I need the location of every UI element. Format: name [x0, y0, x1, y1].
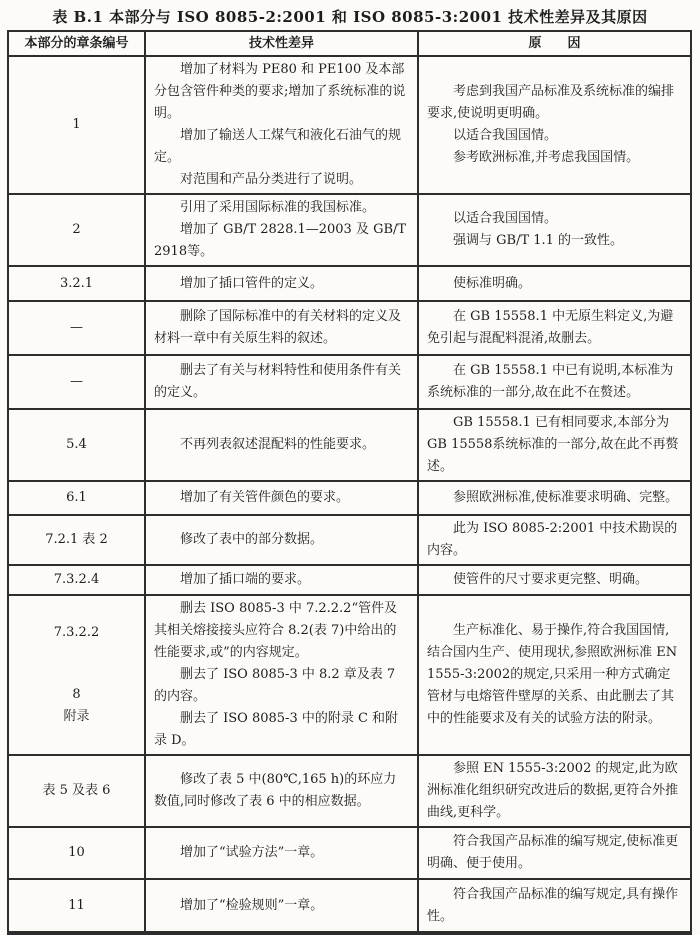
reason-paragraph: 在 GB 15558.1 中无原生料定义,为避免引起与混配料混淆,故删去。 — [427, 309, 674, 346]
table-title: 表 B.1 本部分与 ISO 8085-2:2001 和 ISO 8085-3:2001 技术性差异及其原因 — [52, 8, 648, 26]
header-clause-number: 本部分的章条编号 — [9, 32, 146, 55]
clause-number: 10 — [68, 845, 85, 860]
clause-number: 1 — [72, 117, 81, 132]
table-row — [9, 516, 690, 566]
reason-cell — [419, 57, 690, 193]
table-row — [9, 596, 690, 756]
clause-number: 附录 — [63, 709, 90, 724]
reason-paragraph: GB 15558.1 已有相同要求,本部分为 GB 15558系统标准的一部分,故在此不再赘述。 — [427, 415, 679, 474]
difference-paragraph: 增加了有关管件颜色的要求。 — [180, 490, 350, 505]
clause-number: 7.3.2.4 — [53, 572, 100, 587]
technical-difference-cell — [146, 880, 419, 931]
reason-paragraph: 参照欧洲标准,使标准要求明确、完整。 — [453, 490, 679, 505]
reason-paragraph: 符合我国产品标准的编写规定,具有操作性。 — [427, 886, 679, 924]
clause-cell — [9, 356, 146, 408]
table-body — [9, 57, 690, 933]
clause-cell — [9, 57, 146, 193]
reason-cell — [419, 267, 690, 300]
reason-cell — [419, 516, 690, 564]
difference-paragraph: 修改了表 5 中(80℃,165 h)的环应力数值,同时修改了表 6 中的相应数据。 — [154, 772, 397, 809]
technical-difference-cell — [146, 267, 419, 300]
reason-paragraph: 参照 EN 1555-3:2002 的规定,此为欧洲标准化组织研究改进后的数据,更符合外推曲线,更科学。 — [427, 761, 679, 820]
table-row — [9, 482, 690, 516]
reason-paragraph: 使管件的尺寸要求更完整、明确。 — [453, 572, 649, 587]
table-row — [9, 302, 690, 356]
difference-paragraph: 删去了 ISO 8085-3 中 8.2 章及表 7 的内容。 — [154, 667, 396, 704]
reason-paragraph: 考虑到我国产品标准及系统标准的编排要求,使说明更明确。 — [427, 84, 675, 121]
difference-paragraph: 删除了国际标准中的有关材料的定义及材料一章中有关原生料的叙述。 — [154, 309, 402, 346]
reason-cell — [419, 596, 690, 754]
clause-cell — [9, 596, 146, 754]
clause-number: 表 5 及表 6 — [42, 783, 111, 798]
reason-cell — [419, 880, 690, 931]
clause-number: 7.3.2.2 — [53, 625, 100, 640]
difference-paragraph: 删去了 ISO 8085-3 中的附录 C 和附录 D。 — [154, 711, 399, 748]
reason-paragraph: 此为 ISO 8085-2:2001 中技术勘误的内容。 — [427, 521, 678, 558]
table-row — [9, 195, 690, 267]
reason-paragraph: 符合我国产品标准的编写规定,使标准更明确、便于使用。 — [427, 834, 679, 871]
clause-cell — [9, 482, 146, 514]
technical-difference-cell — [146, 57, 419, 193]
reason-cell — [419, 195, 690, 265]
clause-cell — [9, 880, 146, 931]
difference-paragraph: 增加了 GB/T 2828.1—2003 及 GB/T 2918等。 — [154, 222, 407, 259]
clause-cell — [9, 756, 146, 826]
reason-cell — [419, 566, 690, 594]
clause-number: 3.2.1 — [59, 275, 94, 291]
header-reason: 原 因 — [528, 35, 581, 51]
reason-cell — [419, 482, 690, 514]
technical-difference-cell — [146, 195, 419, 265]
clause-cell — [9, 267, 146, 300]
technical-difference-cell — [146, 356, 419, 408]
reason-paragraph: 参考欧洲标准,并考虑我国国情。 — [453, 150, 640, 165]
technical-difference-cell — [146, 482, 419, 514]
reason-cell — [419, 756, 690, 826]
header-technical-difference: 技术性差异 — [146, 32, 419, 55]
clause-number: 6.1 — [66, 490, 87, 505]
reason-cell — [419, 302, 690, 354]
difference-paragraph: 增加了输送人工煤气和液化石油气的规定。 — [154, 128, 402, 165]
clause-cell — [9, 566, 146, 594]
difference-paragraph: 修改了表中的部分数据。 — [180, 532, 324, 547]
difference-paragraph: 引用了采用国际标准的我国标准。 — [180, 200, 376, 215]
difference-paragraph: 不再列表叙述混配料的性能要求。 — [180, 437, 376, 452]
technical-difference-cell — [146, 410, 419, 480]
table-row — [9, 756, 690, 828]
clause-number: 8 — [72, 687, 81, 702]
technical-difference-cell — [146, 302, 419, 354]
clause-number: 2 — [72, 222, 81, 237]
table-header-row — [9, 32, 690, 57]
clause-number: 7.2.1 表 2 — [45, 532, 108, 547]
clause-number: 11 — [68, 897, 85, 913]
clause-number: — — [70, 374, 83, 389]
table-row — [9, 410, 690, 482]
reason-paragraph: 生产标准化、易于操作,符合我国国情,结合国内生产、使用现状,参照欧洲标准 EN 1555-3:2002的规定,只采用一种方式确定管材与电熔管件壁厚的关系、由此删去了其中的性能要求及有关的试验方法的附录。 — [427, 623, 678, 726]
difference-paragraph: 删去了有关与材料特性和使用条件有关的定义。 — [154, 363, 402, 400]
technical-difference-cell — [146, 516, 419, 564]
table-row — [9, 267, 690, 302]
technical-difference-cell — [146, 756, 419, 826]
clause-number: — — [70, 320, 83, 335]
table-row — [9, 828, 690, 880]
table-row — [9, 57, 690, 195]
clause-cell — [9, 410, 146, 480]
clause-cell — [9, 195, 146, 265]
difference-paragraph: 增加了“试验方法”一章。 — [180, 845, 324, 860]
clause-number: 5.4 — [66, 437, 87, 452]
difference-paragraph: 对范围和产品分类进行了说明。 — [180, 172, 363, 187]
clause-cell — [9, 302, 146, 354]
table-row — [9, 566, 690, 596]
reason-paragraph: 使标准明确。 — [453, 275, 532, 291]
reason-paragraph: 在 GB 15558.1 中已有说明,本标准为系统标准的一部分,故在此不在赘述。 — [427, 363, 674, 400]
comparison-table — [7, 30, 692, 935]
reason-paragraph: 强调与 GB/T 1.1 的一致性。 — [453, 233, 624, 248]
difference-paragraph: 删去 ISO 8085-3 中 7.2.2.2“管件及其相关熔接接头应符合 8.2(表 7)中给出的性能要求,或”的内容规定。 — [154, 601, 398, 660]
table-row — [9, 880, 690, 933]
technical-difference-cell — [146, 596, 419, 754]
reason-cell — [419, 410, 690, 480]
reason-paragraph: 以适合我国国情。 — [453, 128, 558, 143]
difference-paragraph: 增加了插口管件的定义。 — [180, 275, 324, 291]
reason-cell — [419, 356, 690, 408]
difference-paragraph: 增加了材料为 PE80 和 PE100 及本部分包含管件种类的要求;增加了系统标准的说明。 — [154, 62, 406, 121]
difference-paragraph: 增加了“检验规则”一章。 — [180, 897, 324, 913]
clause-cell — [9, 516, 146, 564]
difference-paragraph: 增加了插口端的要求。 — [180, 572, 311, 587]
table-row — [9, 356, 690, 410]
reason-paragraph: 以适合我国国情。 — [453, 211, 558, 226]
technical-difference-cell — [146, 566, 419, 594]
